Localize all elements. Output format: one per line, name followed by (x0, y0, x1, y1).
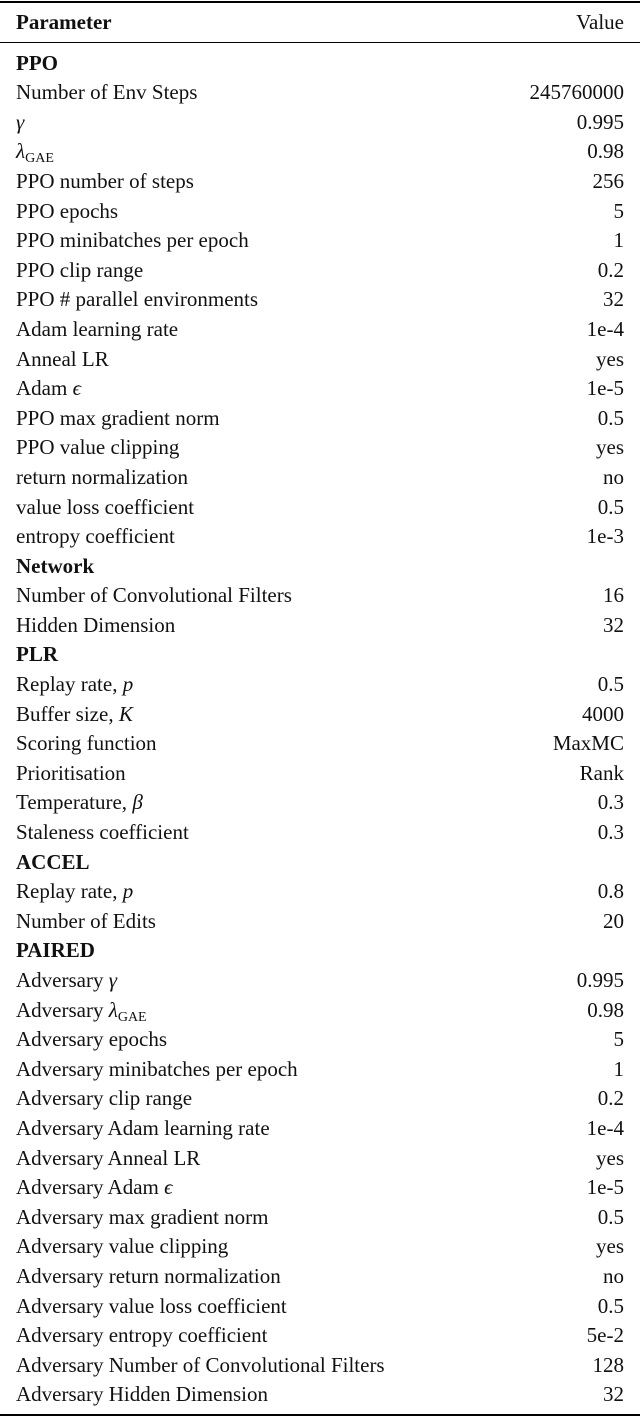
value-cell: 32 (603, 612, 624, 637)
table-row (0, 345, 640, 375)
parameter-label: Adversary clip range (16, 1086, 193, 1111)
table-row (0, 137, 640, 167)
parameter-cell (16, 729, 157, 759)
value-cell: 0.2 (597, 257, 624, 282)
value-cell: 5 (613, 198, 624, 223)
value-cell: 32 (603, 287, 624, 312)
parameter-label: PPO minibatches per epoch (16, 228, 249, 253)
parameter-cell (16, 78, 197, 108)
table-row (0, 788, 640, 818)
value-cell: 0.5 (597, 1293, 624, 1318)
parameter-cell (16, 581, 292, 611)
parameter-cell (16, 374, 81, 404)
parameter-label: Adversary Adam learning rate (16, 1115, 270, 1140)
parameter-label: Adversary Anneal LR (16, 1145, 201, 1170)
value-cell: 5e-2 (586, 1323, 624, 1348)
table-row (0, 374, 640, 404)
parameter-label: value loss coefficient (16, 494, 195, 519)
table-row (0, 1351, 640, 1381)
table-row (0, 404, 640, 434)
value-cell: yes (596, 346, 624, 371)
value-cell: yes (596, 435, 624, 460)
table-row (0, 1114, 640, 1144)
table-row (0, 315, 640, 345)
parameter-cell (16, 1025, 167, 1055)
value-cell: Rank (579, 760, 624, 785)
parameter-label: return normalization (16, 464, 189, 489)
table-row (0, 996, 640, 1026)
value-cell: MaxMC (552, 731, 624, 756)
parameter-cell (16, 1380, 268, 1410)
parameter-cell (16, 966, 117, 996)
parameter-label: Scoring function (16, 731, 157, 756)
value-cell: 128 (592, 1352, 624, 1377)
section-header (0, 936, 640, 966)
parameter-label: Adversary value loss coefficient (16, 1293, 287, 1318)
section-header (0, 848, 640, 878)
parameter-label: Buffer size, (16, 701, 119, 726)
section-header (0, 49, 640, 79)
table-row (0, 1292, 640, 1322)
table-row (0, 522, 640, 552)
parameter-label: Adversary Adam (16, 1175, 165, 1200)
parameter-label: PPO value clipping (16, 435, 180, 460)
value-cell: 0.5 (597, 1204, 624, 1229)
parameter-label: Replay rate, (16, 879, 123, 904)
section-title: PPO (16, 50, 58, 75)
value-cell: 16 (603, 583, 624, 608)
parameter-cell (16, 1173, 173, 1203)
math-symbol: β (132, 790, 143, 815)
parameter-label: Adam learning rate (16, 316, 179, 341)
table-row (0, 256, 640, 286)
table-row (0, 1144, 640, 1174)
value-cell: 4000 (582, 701, 624, 726)
parameter-cell (16, 315, 178, 345)
math-symbol: γ (108, 968, 117, 992)
table-row (0, 1321, 640, 1351)
math-symbol: ϵ (72, 376, 82, 401)
section-title: ACCEL (16, 849, 90, 874)
table-row (0, 226, 640, 256)
value-cell: yes (596, 1145, 624, 1170)
value-cell: 32 (603, 1382, 624, 1407)
value-cell: no (603, 464, 624, 489)
value-cell: 1e-5 (586, 376, 624, 401)
parameter-label: entropy coefficient (16, 524, 175, 549)
parameter-label: Adversary minibatches per epoch (16, 1056, 298, 1081)
table-row (0, 433, 640, 463)
table-row (0, 759, 640, 789)
parameter-cell (16, 137, 54, 167)
table-row (0, 611, 640, 641)
parameter-cell (16, 197, 118, 227)
table-row (0, 285, 640, 315)
parameter-cell (16, 996, 147, 1026)
parameter-cell (16, 877, 133, 907)
value-cell: 0.3 (597, 790, 624, 815)
parameter-cell (16, 1321, 268, 1351)
value-cell: yes (596, 1234, 624, 1259)
parameter-label: Hidden Dimension (16, 612, 176, 637)
parameter-cell (16, 670, 133, 700)
value-cell: 1 (613, 228, 624, 253)
parameter-label: Adversary epochs (16, 1027, 168, 1052)
parameter-label: Number of Edits (16, 908, 156, 933)
parameter-label: PPO number of steps (16, 168, 194, 193)
table-row (0, 1203, 640, 1233)
parameter-label: Number of Env Steps (16, 80, 198, 105)
section-header (0, 640, 640, 670)
parameter-cell (16, 788, 143, 818)
parameter-label: PPO epochs (16, 198, 119, 223)
table-row (0, 818, 640, 848)
parameter-label: PPO max gradient norm (16, 405, 220, 430)
math-subscript: GAE (117, 1009, 147, 1025)
parameter-cell (16, 907, 156, 937)
parameter-label: Adversary Hidden Dimension (16, 1382, 268, 1407)
table-row (0, 463, 640, 493)
value-cell: 0.8 (597, 879, 624, 904)
table-row (0, 1025, 640, 1055)
table-row (0, 907, 640, 937)
table-row (0, 700, 640, 730)
parameter-label: Replay rate, (16, 672, 123, 697)
table-row (0, 78, 640, 108)
section-title: Network (16, 553, 95, 578)
table-row (0, 1055, 640, 1085)
value-cell: 256 (592, 168, 624, 193)
table-row (0, 1232, 640, 1262)
parameter-cell (16, 1055, 298, 1085)
value-cell: 0.5 (597, 405, 624, 430)
parameter-label: Prioritisation (16, 760, 126, 785)
table-row (0, 167, 640, 197)
bottom-rule (0, 1414, 640, 1416)
parameter-label: Staleness coefficient (16, 820, 189, 845)
math-symbol: λ (16, 139, 26, 164)
table-row (0, 493, 640, 523)
value-cell: 0.98 (587, 139, 624, 164)
math-symbol: p (122, 879, 134, 904)
table-row (0, 670, 640, 700)
value-cell: 1e-3 (586, 524, 624, 549)
value-cell: 0.5 (597, 494, 624, 519)
parameter-label: Adversary (16, 997, 109, 1022)
parameter-cell (16, 433, 179, 463)
table-row (0, 966, 640, 996)
math-symbol: γ (16, 109, 25, 134)
parameter-label: Adversary value clipping (16, 1234, 229, 1259)
parameter-label: Adversary return normalization (16, 1263, 281, 1288)
table-row (0, 1084, 640, 1114)
parameter-cell (16, 1262, 281, 1292)
value-cell: 1e-5 (586, 1175, 624, 1200)
section-title: PAIRED (16, 938, 95, 963)
parameter-cell (16, 404, 220, 434)
parameter-cell (16, 1203, 269, 1233)
table-row (0, 1262, 640, 1292)
table-row (0, 197, 640, 227)
parameter-label: Adversary max gradient norm (16, 1204, 269, 1229)
value-cell: 5 (613, 1027, 624, 1052)
parameter-cell (16, 226, 249, 256)
parameter-cell (16, 1232, 228, 1262)
parameter-cell (16, 167, 194, 197)
math-symbol: λ (108, 997, 118, 1022)
math-symbol: K (118, 701, 133, 726)
value-cell: 1e-4 (586, 1115, 624, 1140)
parameter-label: Adversary (16, 968, 109, 992)
value-cell: 1 (613, 1056, 624, 1081)
parameter-cell (16, 700, 133, 730)
parameter-label: Anneal LR (16, 346, 109, 371)
parameter-cell (16, 1144, 200, 1174)
parameter-cell (16, 285, 258, 315)
header-parameter: Parameter (16, 9, 112, 34)
parameter-label: Adversary Number of Convolutional Filters (16, 1352, 385, 1377)
parameter-label: PPO # parallel environments (16, 287, 259, 312)
table-row (0, 1380, 640, 1410)
parameter-cell (16, 1292, 287, 1322)
value-cell: 0.98 (587, 997, 624, 1022)
parameter-cell (16, 256, 143, 286)
header-value: Value (576, 9, 624, 34)
table-row (0, 581, 640, 611)
value-cell: no (603, 1263, 624, 1288)
parameter-cell (16, 1084, 192, 1114)
table-row (0, 729, 640, 759)
parameter-cell (16, 522, 175, 552)
parameter-cell (16, 108, 24, 138)
section-title: PLR (16, 642, 58, 667)
parameter-cell (16, 759, 126, 789)
parameter-label: Adam (16, 376, 73, 401)
parameter-label: Number of Convolutional Filters (16, 583, 292, 608)
parameter-cell (16, 493, 194, 523)
parameter-label: Temperature, (16, 790, 133, 815)
section-header (0, 552, 640, 582)
table-row (0, 1173, 640, 1203)
value-cell: 1e-4 (586, 316, 624, 341)
parameter-cell (16, 1351, 385, 1381)
table-row (0, 108, 640, 138)
value-cell: 0.5 (597, 672, 624, 697)
parameter-cell (16, 463, 188, 493)
parameter-cell (16, 818, 189, 848)
value-cell: 0.995 (576, 109, 624, 134)
math-symbol: p (122, 672, 134, 697)
value-cell: 20 (603, 908, 624, 933)
math-subscript: GAE (25, 151, 54, 167)
value-cell: 0.3 (597, 820, 624, 845)
value-cell: 245760000 (529, 80, 624, 105)
parameter-cell (16, 611, 175, 641)
parameter-cell (16, 345, 109, 375)
parameter-label: PPO clip range (16, 257, 144, 282)
parameter-label: Adversary entropy coefficient (16, 1323, 268, 1348)
parameter-cell (16, 1114, 270, 1144)
value-cell: 0.995 (576, 968, 624, 992)
value-cell: 0.2 (597, 1086, 624, 1111)
table-body (0, 43, 640, 1410)
header-row (0, 3, 640, 42)
table-row (0, 877, 640, 907)
math-symbol: ϵ (164, 1175, 173, 1200)
